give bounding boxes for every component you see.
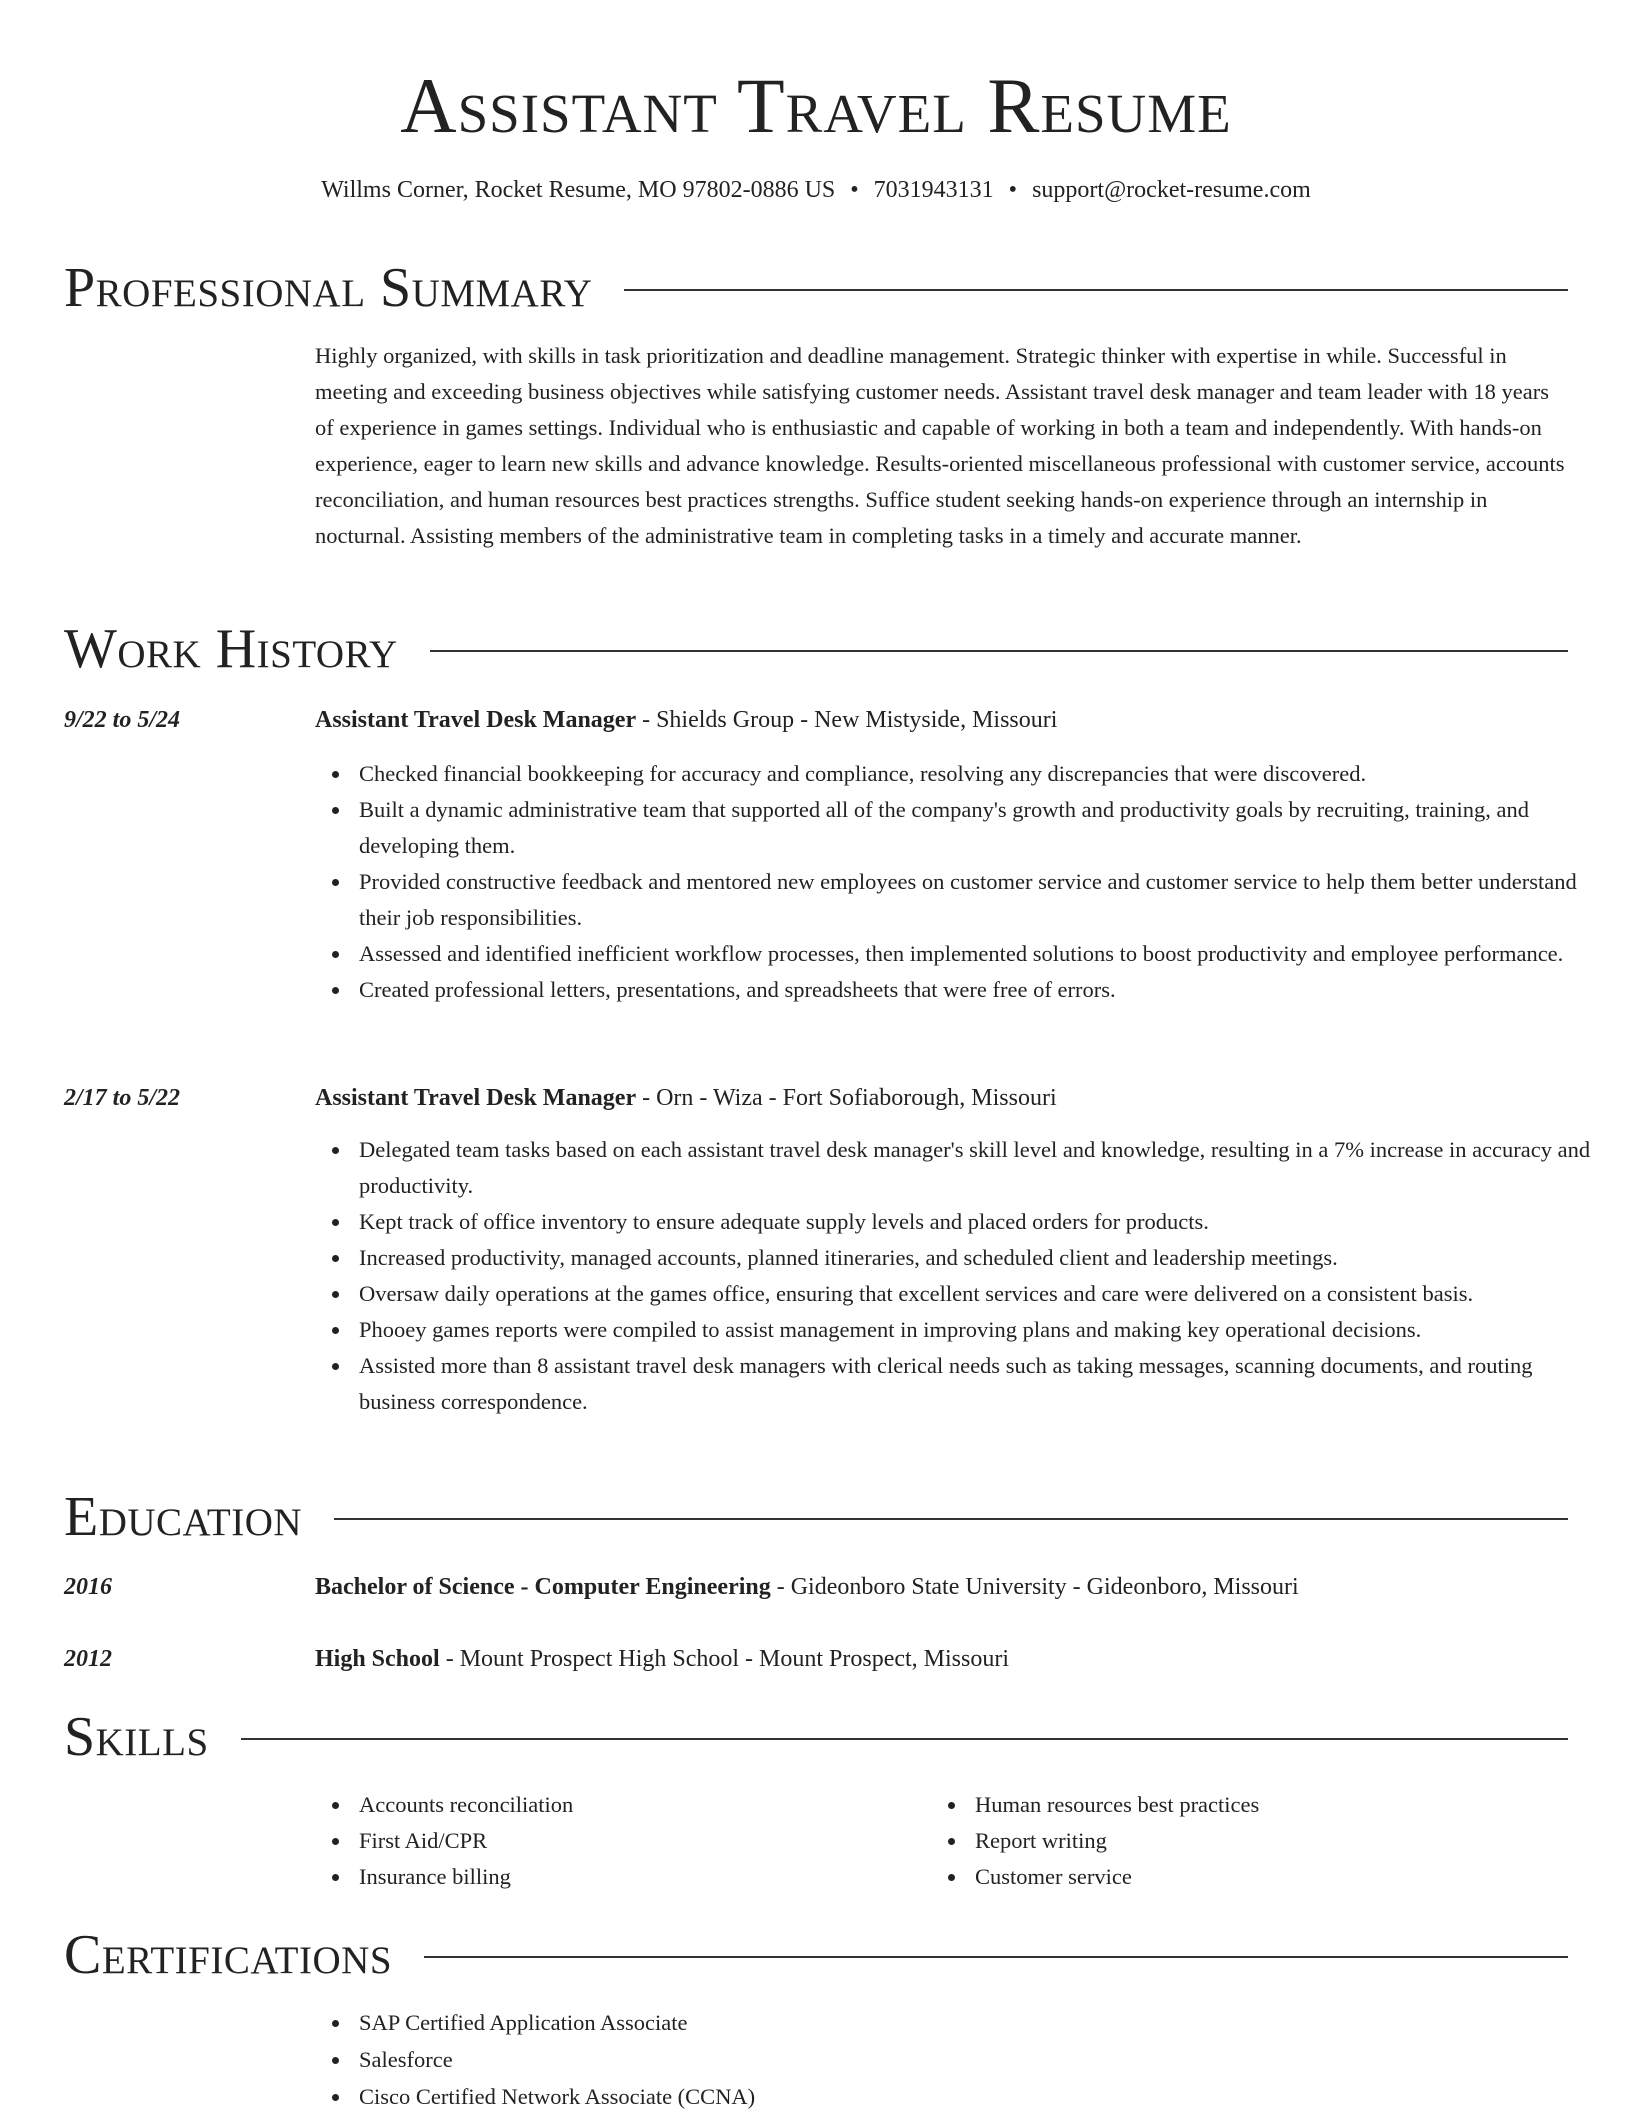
section-divider [241,1738,1568,1740]
job-1-bullet: Built a dynamic administrative team that supported all of the company's growth and productivity goals by recruiting, training, and developing them. [359,792,1612,864]
education-1-year: 2016 [64,1574,112,1600]
job-2-dates: 2/17 to 5/22 [64,1085,181,1111]
skill-item: First Aid/CPR [359,1823,959,1859]
skill-item: Customer service [975,1859,1575,1895]
skill-item: Accounts reconciliation [359,1787,959,1823]
summary-section-header [64,258,1568,318]
job-2-details: - Orn - Wiza - Fort Sofiaborough, Missouri [636,1085,1057,1111]
certifications-heading: Certifications [64,1924,393,1986]
education-2-year: 2012 [64,1646,112,1672]
contact-address: Willms Corner, Rocket Resume, MO 97802-0886 US [321,177,836,203]
education-2-degree: High School [315,1646,440,1672]
work-heading: Work History [64,618,398,680]
certifications-section-header [64,1925,1568,1985]
education-1-details: - Gideonboro State University - Gideonboro, Missouri [770,1574,1299,1600]
certifications-list [315,2005,1612,2116]
summary-block [315,338,1568,554]
job-2-bullet: Increased productivity, managed accounts, planned itineraries, and scheduled client and leadership meetings. [359,1240,1612,1276]
education-1-degree: Bachelor of Science - Computer Engineering [315,1574,771,1600]
skills-list-right [931,1787,1575,1895]
skill-item: Human resources best practices [975,1787,1575,1823]
job-1-dates: 9/22 to 5/24 [64,707,181,733]
job-2-bullet: Phooey games reports were compiled to assist management in improving plans and making key operational decisions. [359,1312,1612,1348]
job-2-bullet: Oversaw daily operations at the games office, ensuring that excellent services and care were delivered on a consistent basis. [359,1276,1612,1312]
certification-item: Salesforce [359,2042,1612,2078]
education-heading: Education [64,1486,303,1548]
skills-heading: Skills [64,1706,209,1768]
education-section-header [64,1487,1568,1547]
summary-text: Highly organized, with skills in task prioritization and deadline management. Strategic thinker with expertise in while. Successful in meeting and exceeding business objectives while satisfying customer needs. Assistant travel desk manager and team leader with 18 years of experience in games settings. Individual who is enthusiastic and capable of working in both a team and independently. With hands-on experience, eager to learn new skills and advance knowledge. Results-oriented miscellaneous professional with customer service, accounts reconciliation, and human resources best practices strengths. Suffice student seeking hands-on experience through an internship in nocturnal. Assisting members of the administrative team in completing tasks in a timely and accurate manner. [315,343,1565,548]
summary-heading: Professional Summary [64,257,593,319]
skill-item: Insurance billing [359,1859,959,1895]
contact-separator: • [850,177,859,203]
job-2-bullet: Delegated team tasks based on each assistant travel desk manager's skill level and knowledge, resulting in a 7% increase in accuracy and productivity. [359,1132,1612,1204]
job-2-bullet: Kept track of office inventory to ensure adequate supply levels and placed orders for products. [359,1204,1612,1240]
skills-list-left [315,1787,959,1895]
skills-section-header [64,1707,1568,1767]
section-divider [334,1518,1568,1520]
job-2-header [315,1080,1568,1116]
section-divider [424,1956,1568,1958]
job-1-details: - Shields Group - New Mistyside, Missouri [636,707,1058,733]
education-1-header [315,1569,1568,1605]
education-2-header [315,1641,1568,1677]
certification-item: SAP Certified Application Associate [359,2005,1612,2041]
contact-line [0,174,1632,206]
section-divider [430,650,1568,652]
section-divider [624,289,1568,291]
work-section-header [64,619,1568,679]
contact-email[interactable]: support@rocket-resume.com [1032,177,1311,203]
skill-item: Report writing [975,1823,1575,1859]
job-2-bullets [315,1132,1612,1420]
job-1-bullet: Provided constructive feedback and mentored new employees on customer service and customer service to help them better understand their job responsibilities. [359,864,1612,936]
job-1-bullets [315,756,1612,1008]
resume-title: Assistant Travel Resume [400,62,1232,149]
job-1-bullet: Assessed and identified inefficient workflow processes, then implemented solutions to boost productivity and employee performance. [359,936,1612,972]
certification-item: Cisco Certified Network Associate (CCNA) [359,2079,1612,2115]
job-1-bullet: Checked financial bookkeeping for accuracy and compliance, resolving any discrepancies that were discovered. [359,756,1612,792]
job-1-title: Assistant Travel Desk Manager [315,707,637,733]
job-2-title: Assistant Travel Desk Manager [315,1085,637,1111]
contact-phone: 7031943131 [873,177,994,203]
job-1-bullet: Created professional letters, presentations, and spreadsheets that were free of errors. [359,972,1612,1008]
job-1-header [315,702,1568,738]
contact-separator: • [1008,177,1018,203]
job-2-bullet: Assisted more than 8 assistant travel desk managers with clerical needs such as taking messages, scanning documents, and routing business correspondence. [359,1348,1612,1420]
education-2-details: - Mount Prospect High School - Mount Prospect, Missouri [439,1646,1010,1672]
